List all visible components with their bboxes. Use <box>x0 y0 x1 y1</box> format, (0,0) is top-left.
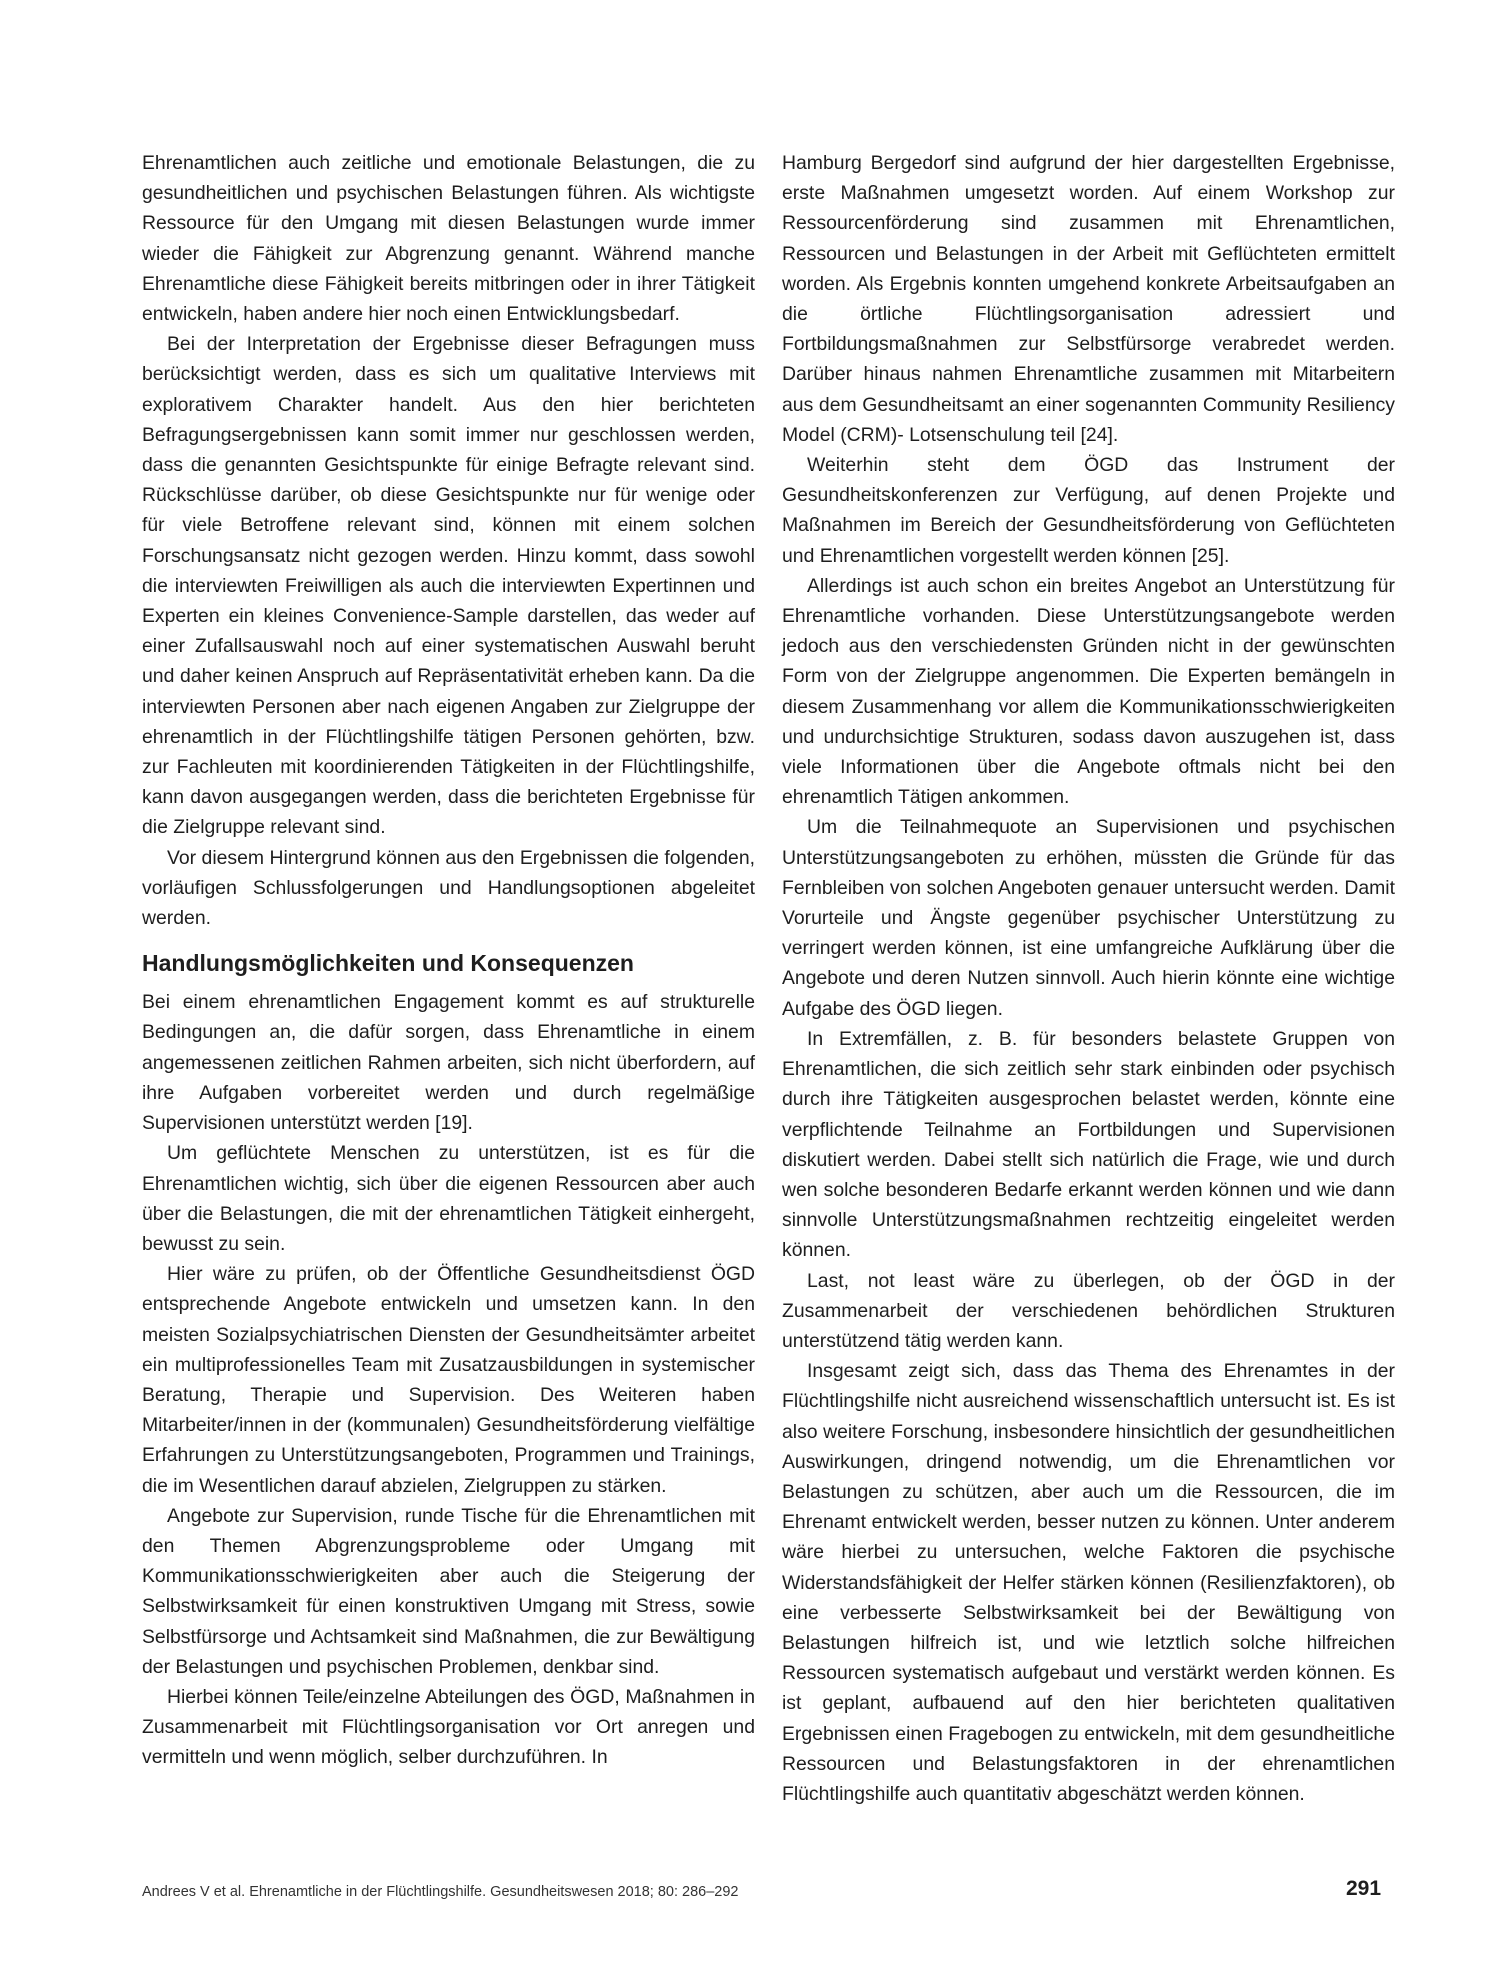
page-number: 291 <box>1346 1877 1382 1900</box>
body-paragraph: Um die Teilnahmequote an Supervisionen und psychischen Unterstützungsangeboten zu erhöhen, müssten die Gründe für das Fernbleiben von solchen Angeboten genauer untersucht werden. Damit Vorurteile und Ängste gegenüber psychischer Unterstützung zu verringert werden können, ist eine umfangreiche Aufklärung über die Angebote und deren Nutzen sinnvoll. Auch hierin könnte eine wichtige Aufgabe des ÖGD liegen. <box>782 816 1395 1020</box>
body-paragraph: Bei einem ehrenamtlichen Engagement kommt es auf strukturelle Bedingungen an, die dafür sorgen, dass Ehrenamtliche in einem angemessenen zeitlichen Rahmen arbeiten, sich nicht überfordern, auf ihre Aufgaben vorbereitet werden und durch regelmäßige Supervisionen unterstützt werden [19]. <box>142 991 755 1135</box>
body-paragraph: Last, not least wäre zu überlegen, ob der ÖGD in der Zusammenarbeit der verschiedenen behördlichen Strukturen unterstützend tätig werden kann. <box>782 1269 1395 1352</box>
body-paragraph: Hierbei können Teile/einzelne Abteilungen des ÖGD, Maßnahmen in Zusammenarbeit mit Flüchtlingsorganisation vor Ort anregen und vermitteln und wenn möglich, selber durchzuführen. In <box>142 1685 755 1769</box>
body-paragraph: Allerdings ist auch schon ein breites Angebot an Unterstützung für Ehrenamtliche vorhanden. Diese Unterstützungsangebote werden jedoch aus den verschiedensten Gründen nicht in der gewünschten Form von der Zielgruppe angenommen. Die Experten bemängeln in diesem Zusammenhang vor allem die Kommunikationsschwierigkeiten und undurchsichtige Strukturen, sodass davon auszugehen ist, dass viele Informationen über die Angebote oftmals nicht bei den ehrenamtlich Tätigen ankommen. <box>782 574 1395 809</box>
body-paragraph: Hier wäre zu prüfen, ob der Öffentliche Gesundheitsdienst ÖGD entsprechende Angebote entwickeln und umsetzen kann. In den meisten Sozialpsychiatrischen Diensten der Gesundheitsämter arbeitet ein multiprofessionelles Team mit Zusatzausbildungen in systemischer Beratung, Therapie und Supervision. Des Weiteren haben Mitarbeiter/innen in der (kommunalen) Gesundheitsförderung vielfältige Erfahrungen zu Unterstützungsangeboten, Programmen und Trainings, die im Wesentlichen darauf abzielen, Zielgruppen zu stärken. <box>142 1263 755 1497</box>
body-paragraph: Vor diesem Hintergrund können aus den Ergebnissen die folgenden, vorläufigen Schlussfolgerungen und Handlungsoptionen abgeleitet werden. <box>142 846 755 930</box>
body-paragraph: Weiterhin steht dem ÖGD das Instrument der Gesundheitskonferenzen zur Verfügung, auf denen Projekte und Maßnahmen im Bereich der Gesundheitsförderung von Geflüchteten und Ehrenamtlichen vorgestellt werden können [25]. <box>782 454 1395 567</box>
body-paragraph: Angebote zur Supervision, runde Tische für die Ehrenamtlichen mit den Themen Abgrenzungsprobleme oder Umgang mit Kommunikationsschwierigkeiten aber auch die Steigerung der Selbstwirksamkeit für einen konstruktiven Umgang mit Stress, sowie Selbstfürsorge und Achtsamkeit sind Maßnahmen, die zur Bewältigung der Belastungen und psychischen Problemen, denkbar sind. <box>142 1504 755 1678</box>
footer-citation: Andrees V et al. Ehrenamtliche in der Flüchtlingshilfe. Gesundheitswesen 2018; 80: 286–292 <box>142 1884 739 1900</box>
body-paragraph: Hamburg Bergedorf sind aufgrund der hier dargestellten Ergebnisse, erste Maßnahmen umgesetzt worden. Auf einem Workshop zur Ressourcenförderung sind zusammen mit Ehrenamtlichen, Ressourcen und Belastungen in der Arbeit mit Geflüchteten ermittelt worden. Als Ergebnis konnten umgehend konkrete Arbeitsaufgaben an die örtliche Flüchtlingsorganisation adressiert und Fortbildungsmaßnahmen zur Selbstfürsorge verabredet werden. Darüber hinaus nahmen Ehrenamtliche zusammen mit Mitarbeitern aus dem Gesundheitsamt an einer sogenannten Community Resiliency Model (CRM)- Lotsenschulung teil [24]. <box>782 152 1395 446</box>
right-column <box>782 148 1395 1809</box>
body-paragraph: Ehrenamtlichen auch zeitliche und emotionale Belastungen, die zu gesundheitlichen und psychischen Belastungen führen. Als wichtigste Ressource für den Umgang mit diesen Belastungen wurde immer wieder die Fähigkeit zur Abgrenzung genannt. Während manche Ehrenamtliche diese Fähigkeit bereits mitbringen oder in ihrer Tätigkeit entwickeln, haben andere hier noch einen Entwicklungsbedarf. <box>142 152 755 326</box>
left-column <box>142 148 755 1773</box>
body-paragraph: Bei der Interpretation der Ergebnisse dieser Befragungen muss berücksichtigt werden, dass es sich um qualitative Interviews mit explorativem Charakter handelt. Aus den hier berichteten Befragungsergebnissen kann somit immer nur geschlossen werden, dass die genannten Gesichtspunkte für einige Befragte relevant sind. Rückschlüsse darüber, ob diese Gesichtspunkte nur für wenige oder für viele Betroffene relevant sind, können mit einem solchen Forschungsansatz nicht gezogen werden. Hinzu kommt, dass sowohl die interviewten Freiwilligen als auch die interviewten Expertinnen und Experten ein kleines Convenience-Sample darstellen, das weder auf einer Zufallsauswahl noch auf einer systematischen Auswahl beruht und daher keinen Anspruch auf Repräsentativität erheben kann. Da die interviewten Personen aber nach eigenen Angaben zur Zielgruppe der ehrenamtlich in der Flüchtlingshilfe tätigen Personen gehörten, bzw. zur Fachleuten mit koordinierenden Tätigkeiten in der Flüchtlingshilfe, kann davon ausgegangen werden, dass die berichteten Ergebnisse für die Zielgruppe relevant sind. <box>142 333 755 839</box>
body-paragraph: Um geflüchtete Menschen zu unterstützen, ist es für die Ehrenamtlichen wichtig, sich über die eigenen Ressourcen aber auch über die Belastungen, die mit der ehrenamtlichen Tätigkeit einhergeht, bewusst zu sein. <box>142 1142 755 1255</box>
body-paragraph: In Extremfällen, z. B. für besonders belastete Gruppen von Ehrenamtlichen, die sich zeitlich sehr stark einbinden oder psychisch durch ihre Tätigkeiten ausgesprochen belastet werden, könnte eine verpflichtende Teilnahme an Fortbildungen und Supervisionen diskutiert werden. Dabei stellt sich natürlich die Frage, wie und durch wen solche besonderen Bedarfe erkannt werden können und wie dann sinnvolle Unterstützungsmaßnahmen rechtzeitig eingeleitet werden können. <box>782 1027 1395 1262</box>
body-paragraph: Insgesamt zeigt sich, dass das Thema des Ehrenamtes in der Flüchtlingshilfe nicht ausreichend wissenschaftlich untersucht ist. Es ist also weitere Forschung, insbesondere hinsichtlich der gesundheitlichen Auswirkungen, dringend notwendig, um die Ehrenamtlichen vor Belastungen zu schützen, aber auch um die Ressourcen, die im Ehrenamt entwickelt werden, besser nutzen zu können. Unter anderem wäre hierbei zu untersuchen, welche Faktoren die psychische Widerstandsfähigkeit der Helfer stärken können (Resilienzfaktoren), ob eine verbesserte Selbstwirksamkeit bei der Bewältigung von Belastungen hilfreich ist, und wie letztlich solche hilfreichen Ressourcen systematisch aufgebaut und verstärkt werden können. Es ist geplant, aufbauend auf den hier berichteten qualitativen Ergebnissen einen Fragebogen zu entwickeln, mit dem gesundheitliche Ressourcen und Belastungsfaktoren in der ehrenamtlichen Flüchtlingshilfe auch quantitativ abgeschätzt werden können. <box>782 1360 1395 1805</box>
section-heading: Handlungsmöglichkeiten und Konsequenzen <box>142 950 634 977</box>
